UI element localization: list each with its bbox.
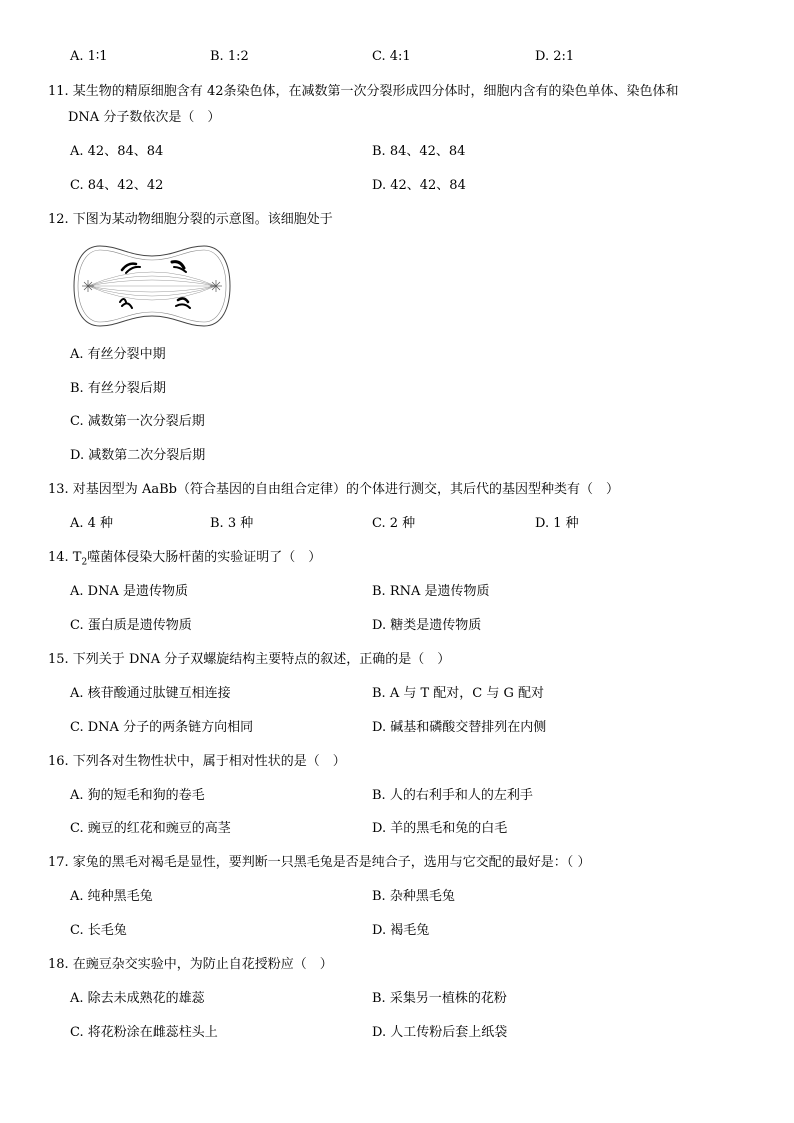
q16-option-c: C. 豌豆的红花和豌豆的高茎 xyxy=(70,821,231,836)
q14-stem-subscript: 2 xyxy=(81,557,88,568)
q10-option-c: C. 4:1 xyxy=(372,49,411,64)
q12-option-a: A. 有丝分裂中期 xyxy=(70,347,166,362)
q11-option-c: C. 84、42、42 xyxy=(70,178,164,193)
q14-stem-text xyxy=(48,548,321,573)
q15-option-a: A. 核苷酸通过肽键互相连接 xyxy=(70,686,231,701)
q12-option-a-row xyxy=(0,345,794,365)
q15-option-b: B. A 与 T 配对，C 与 G 配对 xyxy=(372,686,545,701)
q15-option-c: C. DNA 分子的两条链方向相同 xyxy=(70,720,254,735)
q12-option-b: B. 有丝分裂后期 xyxy=(70,381,166,396)
q11-stem-cont xyxy=(0,108,794,128)
q11-stem-line1: 11. 某生物的精原细胞含有 42条染色体，在减数第一次分裂形成四分体时，细胞内含有的染色单体、染色体和 xyxy=(48,84,679,99)
q18-stem xyxy=(0,955,794,975)
q14-stem xyxy=(0,548,794,568)
q10-option-d: D. 2:1 xyxy=(535,49,575,64)
q17-options-row2 xyxy=(0,921,794,941)
q12-option-d: D. 减数第二次分裂后期 xyxy=(70,448,206,463)
q14-option-a: A. DNA 是遗传物质 xyxy=(70,584,188,599)
q17-option-d: D. 褐毛兔 xyxy=(372,923,430,938)
q10-option-b: B. 1:2 xyxy=(210,49,249,64)
q13-option-c: C. 2 种 xyxy=(372,516,416,531)
q16-stem xyxy=(0,752,794,772)
q18-option-a: A. 除去未成熟花的雄蕊 xyxy=(70,991,205,1006)
q14-stem-prefix: 14. T xyxy=(48,550,82,565)
q11-option-a: A. 42、84、84 xyxy=(70,144,164,159)
q12-option-d-row xyxy=(0,446,794,466)
q15-options-row2 xyxy=(0,718,794,738)
q14-options-row1 xyxy=(0,582,794,602)
q18-option-c: C. 将花粉涂在雌蕊柱头上 xyxy=(70,1025,218,1040)
q15-options-row1 xyxy=(0,684,794,704)
q16-option-d: D. 羊的黑毛和兔的白毛 xyxy=(372,821,508,836)
q14-options-row2 xyxy=(0,616,794,636)
q12-option-b-row xyxy=(0,379,794,399)
q13-option-b: B. 3 种 xyxy=(210,516,254,531)
q18-option-d: D. 人工传粉后套上纸袋 xyxy=(372,1025,508,1040)
q16-option-a: A. 狗的短毛和狗的卷毛 xyxy=(70,788,205,803)
q15-stem xyxy=(0,650,794,670)
q11-option-b: B. 84、42、84 xyxy=(372,144,466,159)
q18-stem-text: 18. 在豌豆杂交实验中，为防止自花授粉应（ ） xyxy=(48,957,333,972)
q12-option-c: C. 减数第一次分裂后期 xyxy=(70,414,205,429)
q15-stem-text: 15. 下列关于 DNA 分子双螺旋结构主要特点的叙述，正确的是（ ） xyxy=(48,652,451,667)
q14-option-c: C. 蛋白质是遗传物质 xyxy=(70,618,192,633)
q18-option-b: B. 采集另一植株的花粉 xyxy=(372,991,507,1006)
q13-stem xyxy=(0,480,794,500)
q10-option-a: A. 1∶1 xyxy=(70,49,108,64)
q13-option-d: D. 1 种 xyxy=(535,516,579,531)
q17-stem-text: 17. 家兔的黑毛对褐毛是显性，要判断一只黑毛兔是否是纯合子，选用与它交配的最好是：（ ） xyxy=(48,855,591,870)
q11-options-row2 xyxy=(0,176,794,196)
q11-stem xyxy=(0,82,794,102)
q16-option-b: B. 人的右利手和人的左利手 xyxy=(372,788,533,803)
q11-option-d: D. 42、42、84 xyxy=(372,178,466,193)
q14-option-b: B. RNA 是遗传物质 xyxy=(372,584,490,599)
q12-option-c-row xyxy=(0,412,794,432)
q13-stem-text: 13. 对基因型为 AaBb（符合基因的自由组合定律）的个体进行测交，其后代的基因型种类有（ ） xyxy=(48,482,619,497)
q17-option-c: C. 长毛兔 xyxy=(70,923,127,938)
q16-options-row2 xyxy=(0,819,794,839)
cell-division-diagram-icon xyxy=(70,240,234,332)
q11-stem-line2: DNA 分子数依次是（ ） xyxy=(68,110,221,125)
q18-options-row2 xyxy=(0,1023,794,1043)
q14-stem-suffix: 噬菌体侵染大肠杆菌的实验证明了（ ） xyxy=(87,550,322,565)
q14-option-d: D. 糖类是遗传物质 xyxy=(372,618,482,633)
q13-option-a: A. 4 种 xyxy=(70,516,114,531)
q18-options-row1 xyxy=(0,989,794,1009)
q17-option-b: B. 杂种黑毛兔 xyxy=(372,889,455,904)
q17-options-row1 xyxy=(0,887,794,907)
q12-stem-text: 12. 下图为某动物细胞分裂的示意图。该细胞处于 xyxy=(48,212,333,227)
q17-option-a: A. 纯种黑毛兔 xyxy=(70,889,153,904)
q13-options-row xyxy=(0,514,794,534)
q16-stem-text: 16. 下列各对生物性状中，属于相对性状的是（ ） xyxy=(48,754,346,769)
q12-stem xyxy=(0,210,794,230)
q10-options-row xyxy=(0,47,794,67)
q15-option-d: D. 碱基和磷酸交替排列在内侧 xyxy=(372,720,547,735)
q17-stem xyxy=(0,853,794,873)
q11-options-row1 xyxy=(0,142,794,162)
q16-options-row1 xyxy=(0,786,794,806)
